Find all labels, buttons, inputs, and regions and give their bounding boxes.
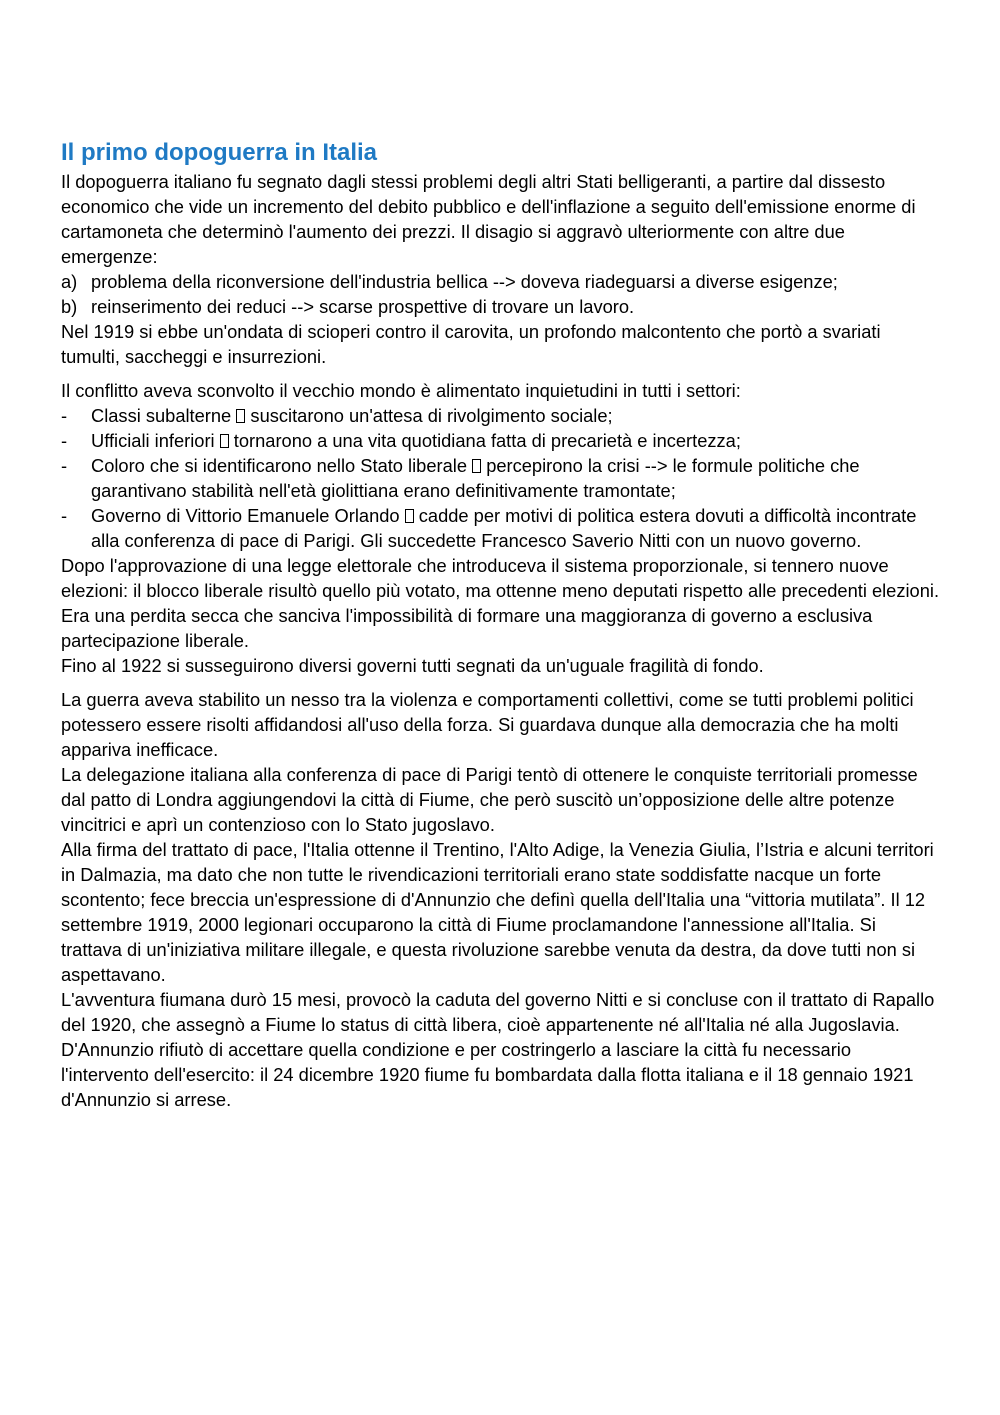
list-marker: - (61, 405, 68, 426)
box-glyph-icon (236, 409, 245, 423)
list-item (61, 428, 941, 453)
strikes-paragraph: Nel 1919 si ebbe un'ondata di scioperi contro il carovita, un profondo malcontento che portò a svariati tumulti, saccheggi e insurrezioni. (61, 321, 881, 367)
sector-subject: Governo di Vittorio Emanuele Orlando (91, 505, 400, 526)
list-item (61, 403, 941, 428)
sector-subject: Coloro che si identificarono nello Stato liberale (91, 455, 467, 476)
list-marker: a) (61, 271, 78, 292)
list-item-text (91, 503, 941, 553)
box-glyph-icon (472, 459, 481, 473)
sector-subject: Ufficiali inferiori (91, 430, 215, 451)
list-item (61, 503, 941, 553)
list-item (61, 269, 941, 294)
list-item-text: reinserimento dei reduci --> scarse prospettive di trovare un lavoro. (91, 296, 635, 317)
list-item-text (91, 428, 941, 453)
emergencies-list (61, 269, 941, 319)
paragraph-spacer (61, 678, 941, 687)
sector-subject: Classi subalterne (91, 405, 232, 426)
list-marker: b) (61, 296, 78, 317)
list-marker: - (61, 455, 68, 476)
box-glyph-icon (220, 434, 229, 448)
list-item (61, 453, 941, 503)
page-title: Il primo dopoguerra in Italia (61, 139, 378, 166)
conflict-intro: Il conflitto aveva sconvolto il vecchio mondo è alimentato inquietudini in tutti i settori: (61, 380, 741, 401)
list-marker: - (61, 505, 68, 526)
delegation-paragraph: La delegazione italiana alla conferenza di pace di Parigi tentò di ottenere le conquiste territoriali promesse dal patto di Londra aggiungendovi la città di Fiume, che però suscitò un’opposizione delle altre potenze vincitrici e aprì un contenzioso con lo Stato jugoslavo. (61, 764, 918, 835)
intro-paragraph: Il dopoguerra italiano fu segnato dagli stessi problemi degli altri Stati belligeranti, a partire dal dissesto economico che vide un incremento del debito pubblico e dell'inflazione a seguito dell'emissione enorme di cartamoneta che determinò l'aumento dei prezzi. Il disagio si aggravò ulteriormente con altre due emergenze: (61, 171, 916, 267)
sector-description: suscitarono un'attesa di rivolgimento sociale; (250, 405, 613, 426)
list-item (61, 294, 941, 319)
elections-paragraph: Dopo l'approvazione di una legge elettorale che introduceva il sistema proporzionale, si tennero nuove elezioni: il blocco liberale risultò quello più votato, ma ottenne meno deputati rispetto alle precedenti elezioni. Era una perdita secca che sanciva l'impossibilità di formare una maggioranza di governo a esclusiva partecipazione liberale. (61, 555, 940, 651)
list-item-text (91, 403, 941, 428)
fiume-paragraph: L'avventura fiumana durò 15 mesi, provocò la caduta del governo Nitti e si concluse con il trattato di Rapallo del 1920, che assegnò a Fiume lo status di città libera, cioè appartenente né all'Italia né alla Jugoslavia. D'Annunzio rifiutò di accettare quella condizione e per costringerlo a lasciare la città fu necessario l'intervento dell'esercito: il 24 dicembre 1920 fiume fu bombardata dalla flotta italiana e il 18 gennaio 1921 d'Annunzio si arrese. (61, 989, 935, 1110)
list-item-text (91, 453, 941, 503)
sector-description: percepirono la crisi --> le formule politiche che garantivano stabilità nell'età giolittiana erano definitivamente tramontate; (91, 455, 860, 501)
violence-paragraph: La guerra aveva stabilito un nesso tra la violenza e comportamenti collettivi, come se tutti problemi politici potessero essere risolti affidandosi all'uso della forza. Si guardava dunque alla democrazia che ha molti appariva inefficace. (61, 689, 914, 760)
sectors-list (61, 403, 941, 553)
box-glyph-icon (405, 509, 414, 523)
list-item-text: problema della riconversione dell'industria bellica --> doveva riadeguarsi a diverse esigenze; (91, 271, 838, 292)
sector-description: cadde per motivi di politica estera dovuti a difficoltà incontrate alla conferenza di pace di Parigi. Gli succedette Francesco Saverio Nitti con un nuovo governo. (91, 505, 917, 551)
governments-paragraph: Fino al 1922 si susseguirono diversi governi tutti segnati da un'uguale fragilità di fondo. (61, 655, 764, 676)
document-page (61, 137, 941, 1112)
treaty-paragraph: Alla firma del trattato di pace, l'Italia ottenne il Trentino, l'Alto Adige, la Venezia Giulia, l’Istria e alcuni territori in Dalmazia, ma dato che non tutte le rivendicazioni territoriali erano state soddisfatte nacque un forte scontento; fece breccia un'espressione di d'Annunzio che definì quella dell'Italia una “vittoria mutilata”. Il 12 settembre 1919, 2000 legionari occuparono la città di Fiume proclamandone l'annessione all'Italia. Si trattava di un'iniziativa militare illegale, e questa rivoluzione sarebbe venuta da destra, da dove tutti non si aspettavano. (61, 839, 934, 985)
sector-description: tornarono a una vita quotidiana fatta di precarietà e incertezza; (233, 430, 741, 451)
list-marker: - (61, 430, 68, 451)
paragraph-spacer (61, 369, 941, 378)
